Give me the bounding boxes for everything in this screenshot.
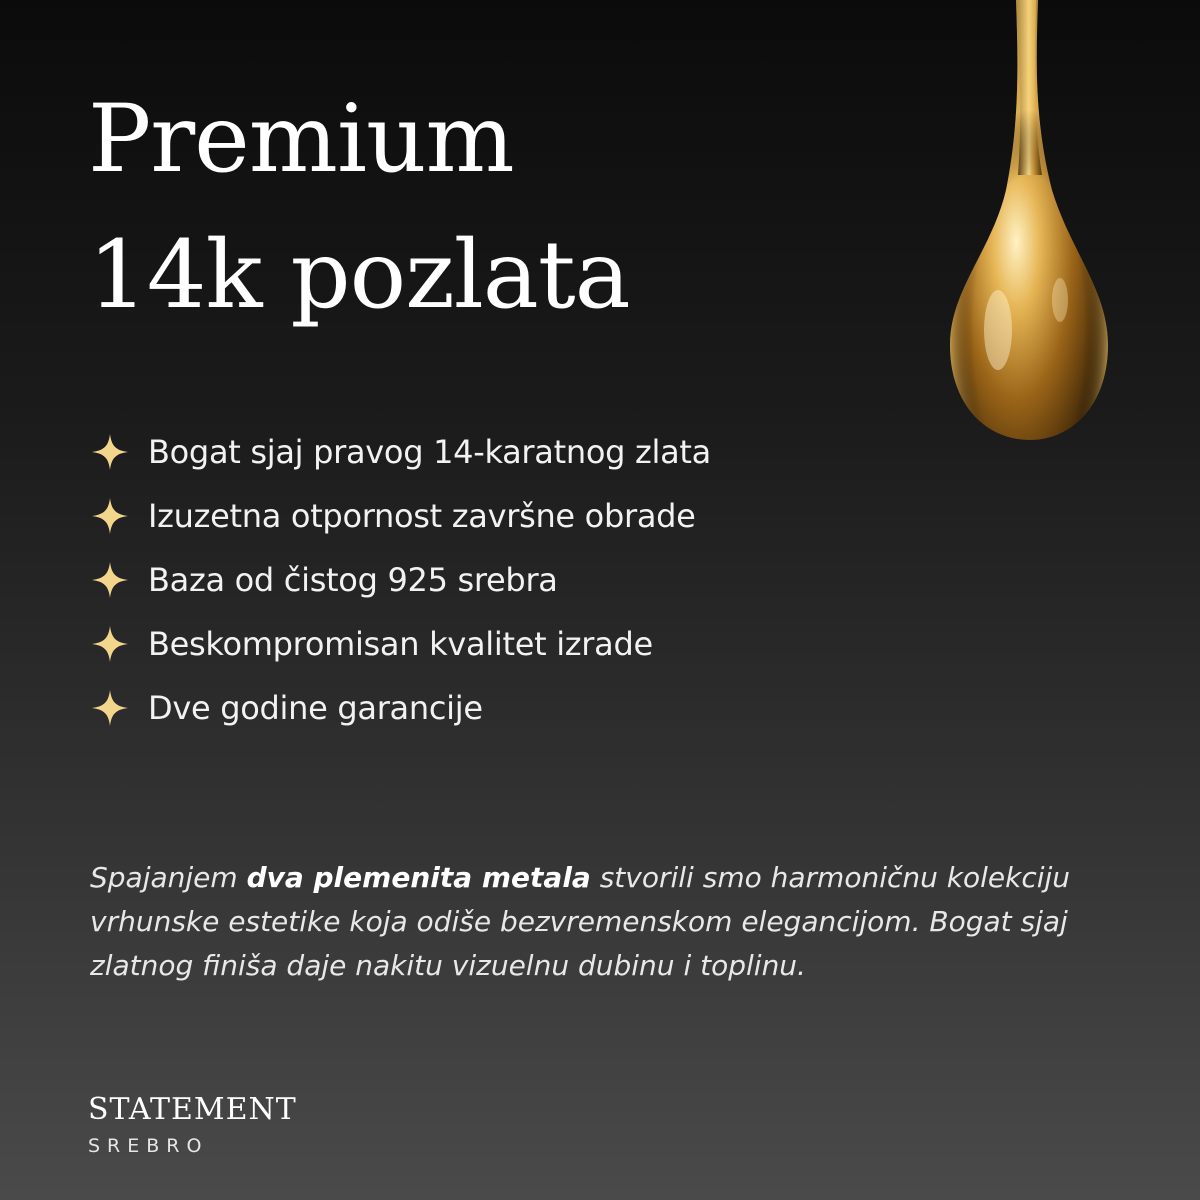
headline-line-1: Premium — [88, 85, 514, 194]
description-suffix: stvorili smo harmoničnu kolekciju vrhunske estetike koja odiše bezvremenskom elegancijom. Bogat sjaj zlatnog finiša daje nakitu vizuelnu dubinu i toplinu. — [90, 861, 1071, 982]
feature-text: Dve godine garancije — [148, 689, 483, 727]
feature-item — [90, 612, 711, 676]
description-prefix: Spajanjem — [90, 861, 247, 894]
sparkle-icon — [90, 688, 130, 728]
sparkle-icon — [90, 624, 130, 664]
description-emphasis: dva plemenita metala — [246, 861, 591, 894]
brand-logo — [88, 1092, 297, 1160]
feature-item — [90, 420, 711, 484]
feature-text: Baza od čistog 925 srebra — [148, 561, 558, 599]
sparkle-icon — [90, 496, 130, 536]
description-paragraph — [90, 856, 1090, 988]
feature-text: Bogat sjaj pravog 14-karatnog zlata — [148, 433, 711, 471]
brand-name: STATEMENT — [88, 1092, 297, 1127]
sparkle-icon — [90, 560, 130, 600]
gold-drop-image — [920, 0, 1140, 450]
headline — [88, 72, 630, 344]
brand-subtitle: SREBRO — [88, 1135, 209, 1157]
headline-line-2: 14k pozlata — [88, 221, 630, 330]
sparkle-icon — [90, 432, 130, 472]
feature-item — [90, 484, 711, 548]
feature-list — [90, 420, 711, 740]
feature-item — [90, 548, 711, 612]
feature-item — [90, 676, 711, 740]
feature-text: Beskompromisan kvalitet izrade — [148, 625, 653, 663]
feature-text: Izuzetna otpornost završne obrade — [148, 497, 696, 535]
